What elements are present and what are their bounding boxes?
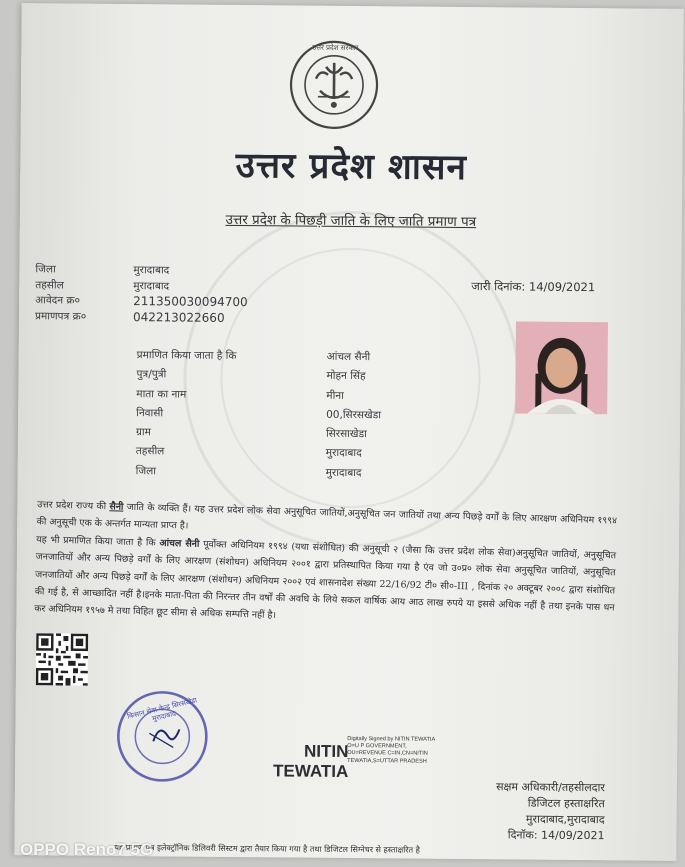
body-paragraph-1: उत्तर प्रदेश राज्य की सैनी जाति के व्यक्ति हैं। यह उत्तर प्रदेश लोक सेवा अनुसूचित जातियों,अनुसूचित जन जातियों तथा अन्य पिछड़े वर्गों के लिए आरक्षण अधिनियम १९९४ की अनुसूची एक के अन्तर्गत मान्यता प्राप्त है। xyxy=(36,499,618,532)
detail-certified-name: प्रमाणित किया जाता है कि आंचल सैनी xyxy=(136,349,371,364)
applicant-photo xyxy=(515,321,608,414)
detail-village: ग्राम सिरसाखेडा xyxy=(135,426,367,441)
issuing-authority: सक्षम अधिकारी/तहसीलदार डिजिटल हस्ताक्षरित मुरादाबाद,मुरादाबाद दिनॉक: 14/09/2021 xyxy=(496,780,605,843)
stamp-text: किसान सेवा केन्द्र सिरसखेडा मुरादाबाद xyxy=(126,696,198,723)
detail-tehsil: तहसील मुरादाबाद xyxy=(135,445,362,460)
meta-certificate-no: प्रमाणपत्र क्र० 042213022660 xyxy=(34,309,225,325)
digital-signature-info: Digitally Signed by NITIN TEWATIA O=U P GOVERNMENT, OU=REVENUE C=IN,CN=NITIN TEWATIA,S=UTTAR PRADESH xyxy=(347,735,435,765)
meta-tehsil: तहसील मुरादाबाद xyxy=(35,278,170,292)
issue-date: जारी दिनांक: 14/09/2021 xyxy=(471,279,596,295)
meta-application-no: आवेदन क्र० 211350030094700 xyxy=(35,294,248,310)
signatory-name: NITIN TEWATIA xyxy=(272,741,349,782)
page-title: उत्तर प्रदेश शासन xyxy=(235,145,468,189)
footer-note: यह प्रमाण पत्र इलेक्ट्रॉनिक डिलिवरी सिस्टम द्वारा तैयार किया गया है तथा डिजिटल सिग्नेचर से हस्ताक्षरित है xyxy=(114,842,420,855)
detail-parent: पुत्र/पुत्री मोहन सिंह xyxy=(136,368,366,383)
emblem-text: उत्तर प्रदेश सरकार xyxy=(312,43,359,53)
applicant-details xyxy=(136,346,382,483)
detail-mother: माता का नाम मीना xyxy=(136,387,344,402)
certificate-subtitle: उत्तर प्रदेश के पिछड़ी जाति के लिए जाति प्रमाण पत्र xyxy=(225,211,477,231)
certificate-body xyxy=(34,496,617,634)
body-paragraph-2: यह भी प्रमाणित किया जाता है कि आंचल सैनी पूर्वोक्त अधिनियम १९९४ (यथा संशोधित) की अनुसूची २ (जैसा कि उत्तर प्रदेश लोक सेवा)अनुसूचित जातियों, अनुसूचित जनजातियों और अन्य पिछड़े वर्गों के लिए आरक्षण (संशोधन) अधिनियम २००१ द्वारा प्रतिस्थापित किया गया है एंव जो उ०प्र० लोक सेवा अनुसूचित जातियों, अनुसूचित जनजातियों और अन्य पिछड़े वर्गों के लिए आरक्षण (संशोधन) अधिनियम २००२ एवं शासनादेश संख्या 22/16/92 टी० सी०-III , दिनांक २० अक्टूबर २००८ द्वारा संशोधित की गई है, से आच्छादित नहीं है।इनके माता-पिता की निरन्तर तीन वर्षों की अवधि के लिये सकल वार्षिक आय आठ लाख रुपये या इससे अधिक नहीं है तथा इनके पास धन कर अधिनियम १९५७ मे तथा विहित छूट सीमा से अधिक सम्पत्ति नहीं है। xyxy=(34,534,617,622)
detail-district: जिला मुरादाबाद xyxy=(135,464,362,479)
camera-watermark: OPPO Reno7 5G xyxy=(20,840,154,859)
qr-code-icon xyxy=(36,633,88,685)
certificate-meta xyxy=(35,262,248,326)
meta-district: जिला मुरादाबाद xyxy=(35,263,170,277)
detail-residence: निवासी 00,सिरसखेडा xyxy=(136,407,382,422)
certificate-page xyxy=(14,3,683,861)
